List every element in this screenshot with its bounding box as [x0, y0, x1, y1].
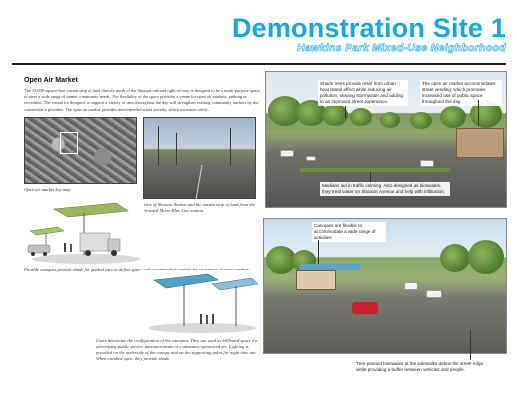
- aerial-keymap-image: [24, 117, 137, 184]
- keymap-caption: Open air market key map: [24, 187, 71, 192]
- street-photo-caption: View of Slauson Avenue and the vacant strip of land from the elevated Metro Blue Line station.: [143, 202, 255, 213]
- page-subtitle: Hawkins Park Mixed-Use Neighborhood: [297, 42, 506, 54]
- car: [306, 156, 316, 161]
- canopy-illustration-image: [140, 270, 260, 336]
- utility-pole: [230, 128, 231, 166]
- canopy-illustration-image: [24, 201, 144, 265]
- canopies-caption: Flexible canopies provide shade for parked cars or define space and accommodate seating for customers of street vendors.: [24, 267, 251, 272]
- section-heading: Open Air Market: [24, 77, 78, 84]
- tree-canopy: [440, 244, 470, 272]
- users-caption: Users determine the configuration of the canopies. They are used as billboard space for advertising public service announcements or community-sponsored art. Lighting is provided on the underside of the canopy and on the supporting poles for night time use. When cranked open, they provide shade.: [96, 338, 258, 361]
- callout-open-air-market: The open air market accommodates street vending, which promotes increased use of public space throughout the day.: [420, 80, 502, 106]
- page-title: Demonstration Site 1: [231, 13, 506, 43]
- callout-shade-trees: Shade trees provide relief from urban heat island effect while reducing air pollution, slowing stormwater and adding to an improved street experience.: [318, 80, 408, 106]
- callout-leader: [345, 106, 346, 118]
- car: [426, 290, 442, 298]
- callout-leader: [478, 100, 479, 126]
- car: [404, 282, 418, 290]
- car: [420, 160, 434, 167]
- tree-canopy: [410, 112, 432, 129]
- intro-paragraph: The 15,000-square-foot vacant strip of land directly north of the Slauson railroad right-of-way is designed to be a multi-purpose space to meet a wide range of unmet community needs. The flexibility of the space provides a venue for open air markets, parking or recreation. The vacant lot designed to support a variety of uses throughout the day will strengthen existing community anchors by the connection it provides. The open air market provides much-needed street activity, which increases safety.: [24, 88, 260, 112]
- tree-canopy: [468, 240, 504, 274]
- market-stalls: [296, 270, 336, 290]
- callout-leader: [470, 330, 471, 360]
- callout-leader: [318, 240, 319, 264]
- callout-medians: Medians aid in traffic calming. Also designed as bioswales, they treat water on Slauson Avenue and help with infiltration.: [320, 182, 450, 196]
- median-bioswale: [300, 168, 450, 172]
- car: [280, 150, 294, 157]
- keymap-site-marker: [60, 132, 78, 154]
- callout-canopies-flexible: Canopies are flexible to accommodate a wide range of activities: [312, 222, 386, 242]
- canopy-roof: [299, 264, 361, 270]
- callout-bioswales: Tree-planted bioswales at the sidewalks define the street edge while providing a buffer between vehicles and people.: [354, 360, 494, 374]
- header-divider: [12, 63, 506, 65]
- tree-canopy: [350, 108, 372, 126]
- building: [456, 128, 504, 158]
- tree-canopy: [380, 112, 400, 128]
- utility-pole: [158, 126, 159, 166]
- car: [352, 302, 378, 314]
- road-marking: [185, 165, 215, 199]
- callout-leader: [370, 172, 371, 182]
- utility-pole: [176, 133, 177, 165]
- tree-canopy: [440, 106, 466, 128]
